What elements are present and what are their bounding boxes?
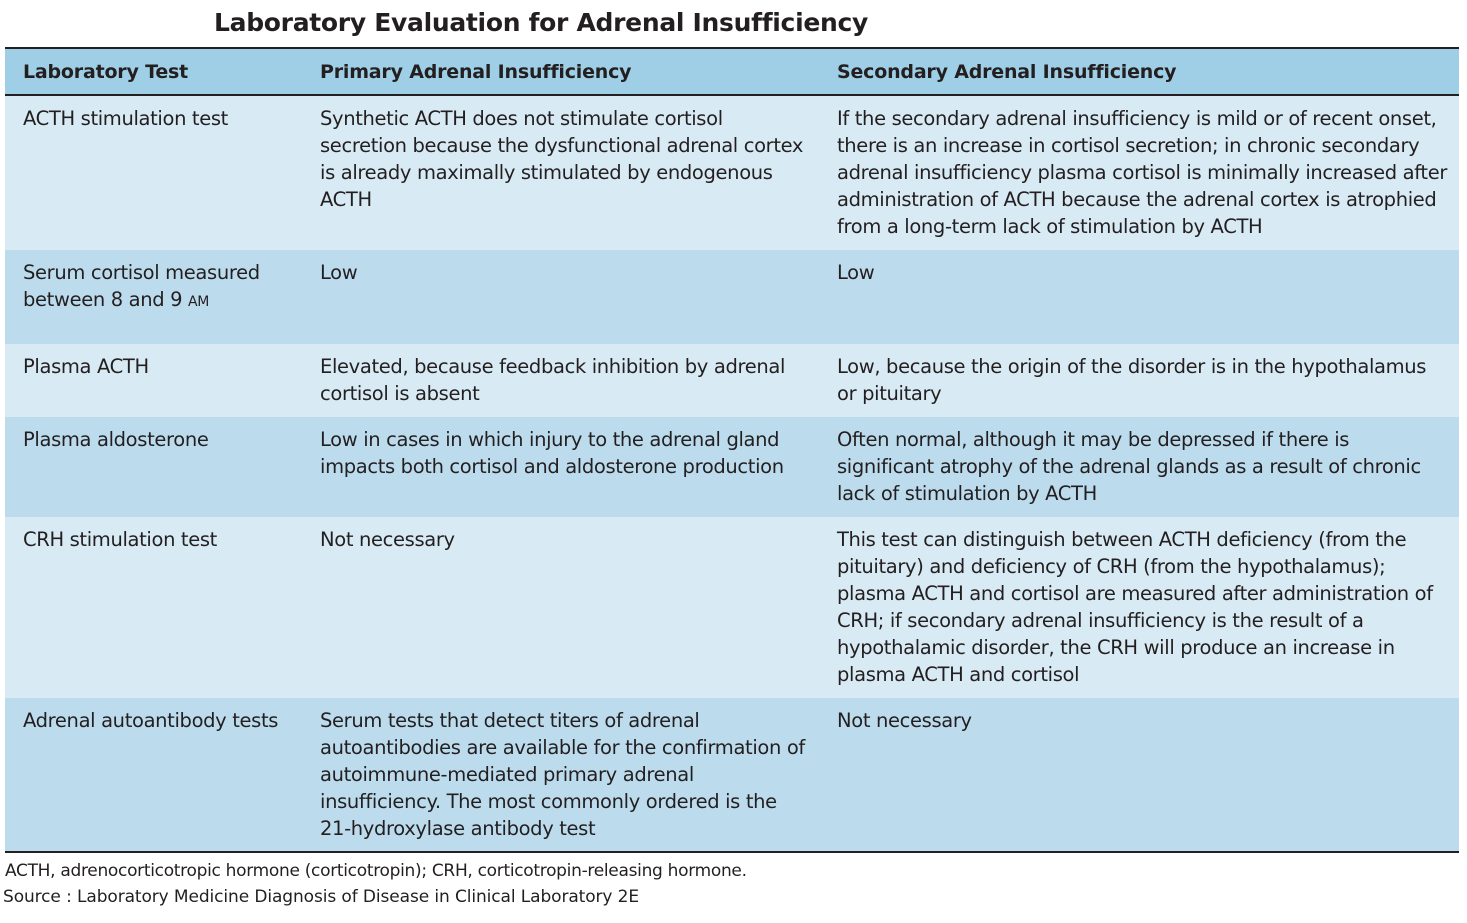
cell-secondary: This test can distinguish between ACTH deficiency (from the pituitary) and deficiency of CRH (from the hypothalamus); plasma ACTH and cortisol are measured after administration of CRH; if secondary adrenal insufficiency is the result of a hypothalamic disorder, the CRH will produce an increase in plasma ACTH and cortisol bbox=[837, 528, 1433, 686]
cell-secondary: If the secondary adrenal insufficiency is mild or of recent onset, there is an increase in cortisol secretion; in chronic secondary adrenal insufficiency plasma cortisol is minimally increased after administration of ACTH because the adrenal cortex is atrophied from a long-term lack of stimulation by ACTH bbox=[837, 107, 1448, 238]
table-row bbox=[5, 517, 1459, 698]
cell-primary: Low in cases in which injury to the adrenal gland impacts both cortisol and aldosterone production bbox=[320, 428, 784, 478]
cell-primary: Synthetic ACTH does not stimulate cortisol secretion because the dysfunctional adrenal cortex is already maximally stimulated by endogenous ACTH bbox=[320, 107, 804, 211]
source-citation: Source : Laboratory Medicine Diagnosis of Disease in Clinical Laboratory 2E bbox=[3, 887, 640, 907]
page-title: Laboratory Evaluation for Adrenal Insufficiency bbox=[214, 8, 869, 37]
cell-primary: Elevated, because feedback inhibition by adrenal cortisol is absent bbox=[320, 355, 786, 405]
cell-primary: Serum tests that detect titers of adrenal autoantibodies are available for the confirmation of autoimmune-mediated primary adrenal insufficiency. The most commonly ordered is the 21-hydroxylase antibody test bbox=[320, 709, 805, 840]
cell-test bbox=[5, 250, 302, 344]
table-row bbox=[5, 95, 1459, 250]
cell-test: Plasma ACTH bbox=[23, 355, 149, 378]
cell-test: Adrenal autoantibody tests bbox=[23, 709, 279, 732]
cell-test: Plasma aldosterone bbox=[23, 428, 209, 451]
column-header-secondary: Secondary Adrenal Insufficiency bbox=[837, 60, 1177, 83]
cell-secondary: Low, because the origin of the disorder is in the hypothalamus or pituitary bbox=[837, 355, 1427, 405]
table-row bbox=[5, 698, 1459, 852]
cell-secondary: Often normal, although it may be depressed if there is significant atrophy of the adrenal glands as a result of chronic lack of stimulation by ACTH bbox=[837, 428, 1421, 505]
cell-test: CRH stimulation test bbox=[23, 528, 217, 551]
column-header-primary: Primary Adrenal Insufficiency bbox=[320, 60, 632, 83]
cell-test: ACTH stimulation test bbox=[23, 107, 228, 130]
table-row bbox=[5, 344, 1459, 417]
header-row bbox=[5, 48, 1459, 95]
cell-primary: Not necessary bbox=[320, 528, 455, 551]
abbreviations-footnote: ACTH, adrenocorticotropic hormone (corticotropin); CRH, corticotropin-releasing hormone. bbox=[5, 861, 747, 881]
table-header bbox=[5, 48, 1459, 95]
lab-evaluation-table bbox=[5, 47, 1459, 853]
cell-secondary: Low bbox=[837, 261, 875, 284]
table-row bbox=[5, 250, 1459, 344]
column-header-laboratory-test: Laboratory Test bbox=[23, 60, 188, 83]
cell-secondary: Not necessary bbox=[837, 709, 972, 732]
time-suffix: AM bbox=[188, 294, 209, 310]
table-row bbox=[5, 417, 1459, 517]
cell-primary: Low bbox=[320, 261, 358, 284]
cell-test-text: Serum cortisol measured between 8 and 9 bbox=[23, 261, 260, 311]
table-body bbox=[5, 95, 1459, 852]
